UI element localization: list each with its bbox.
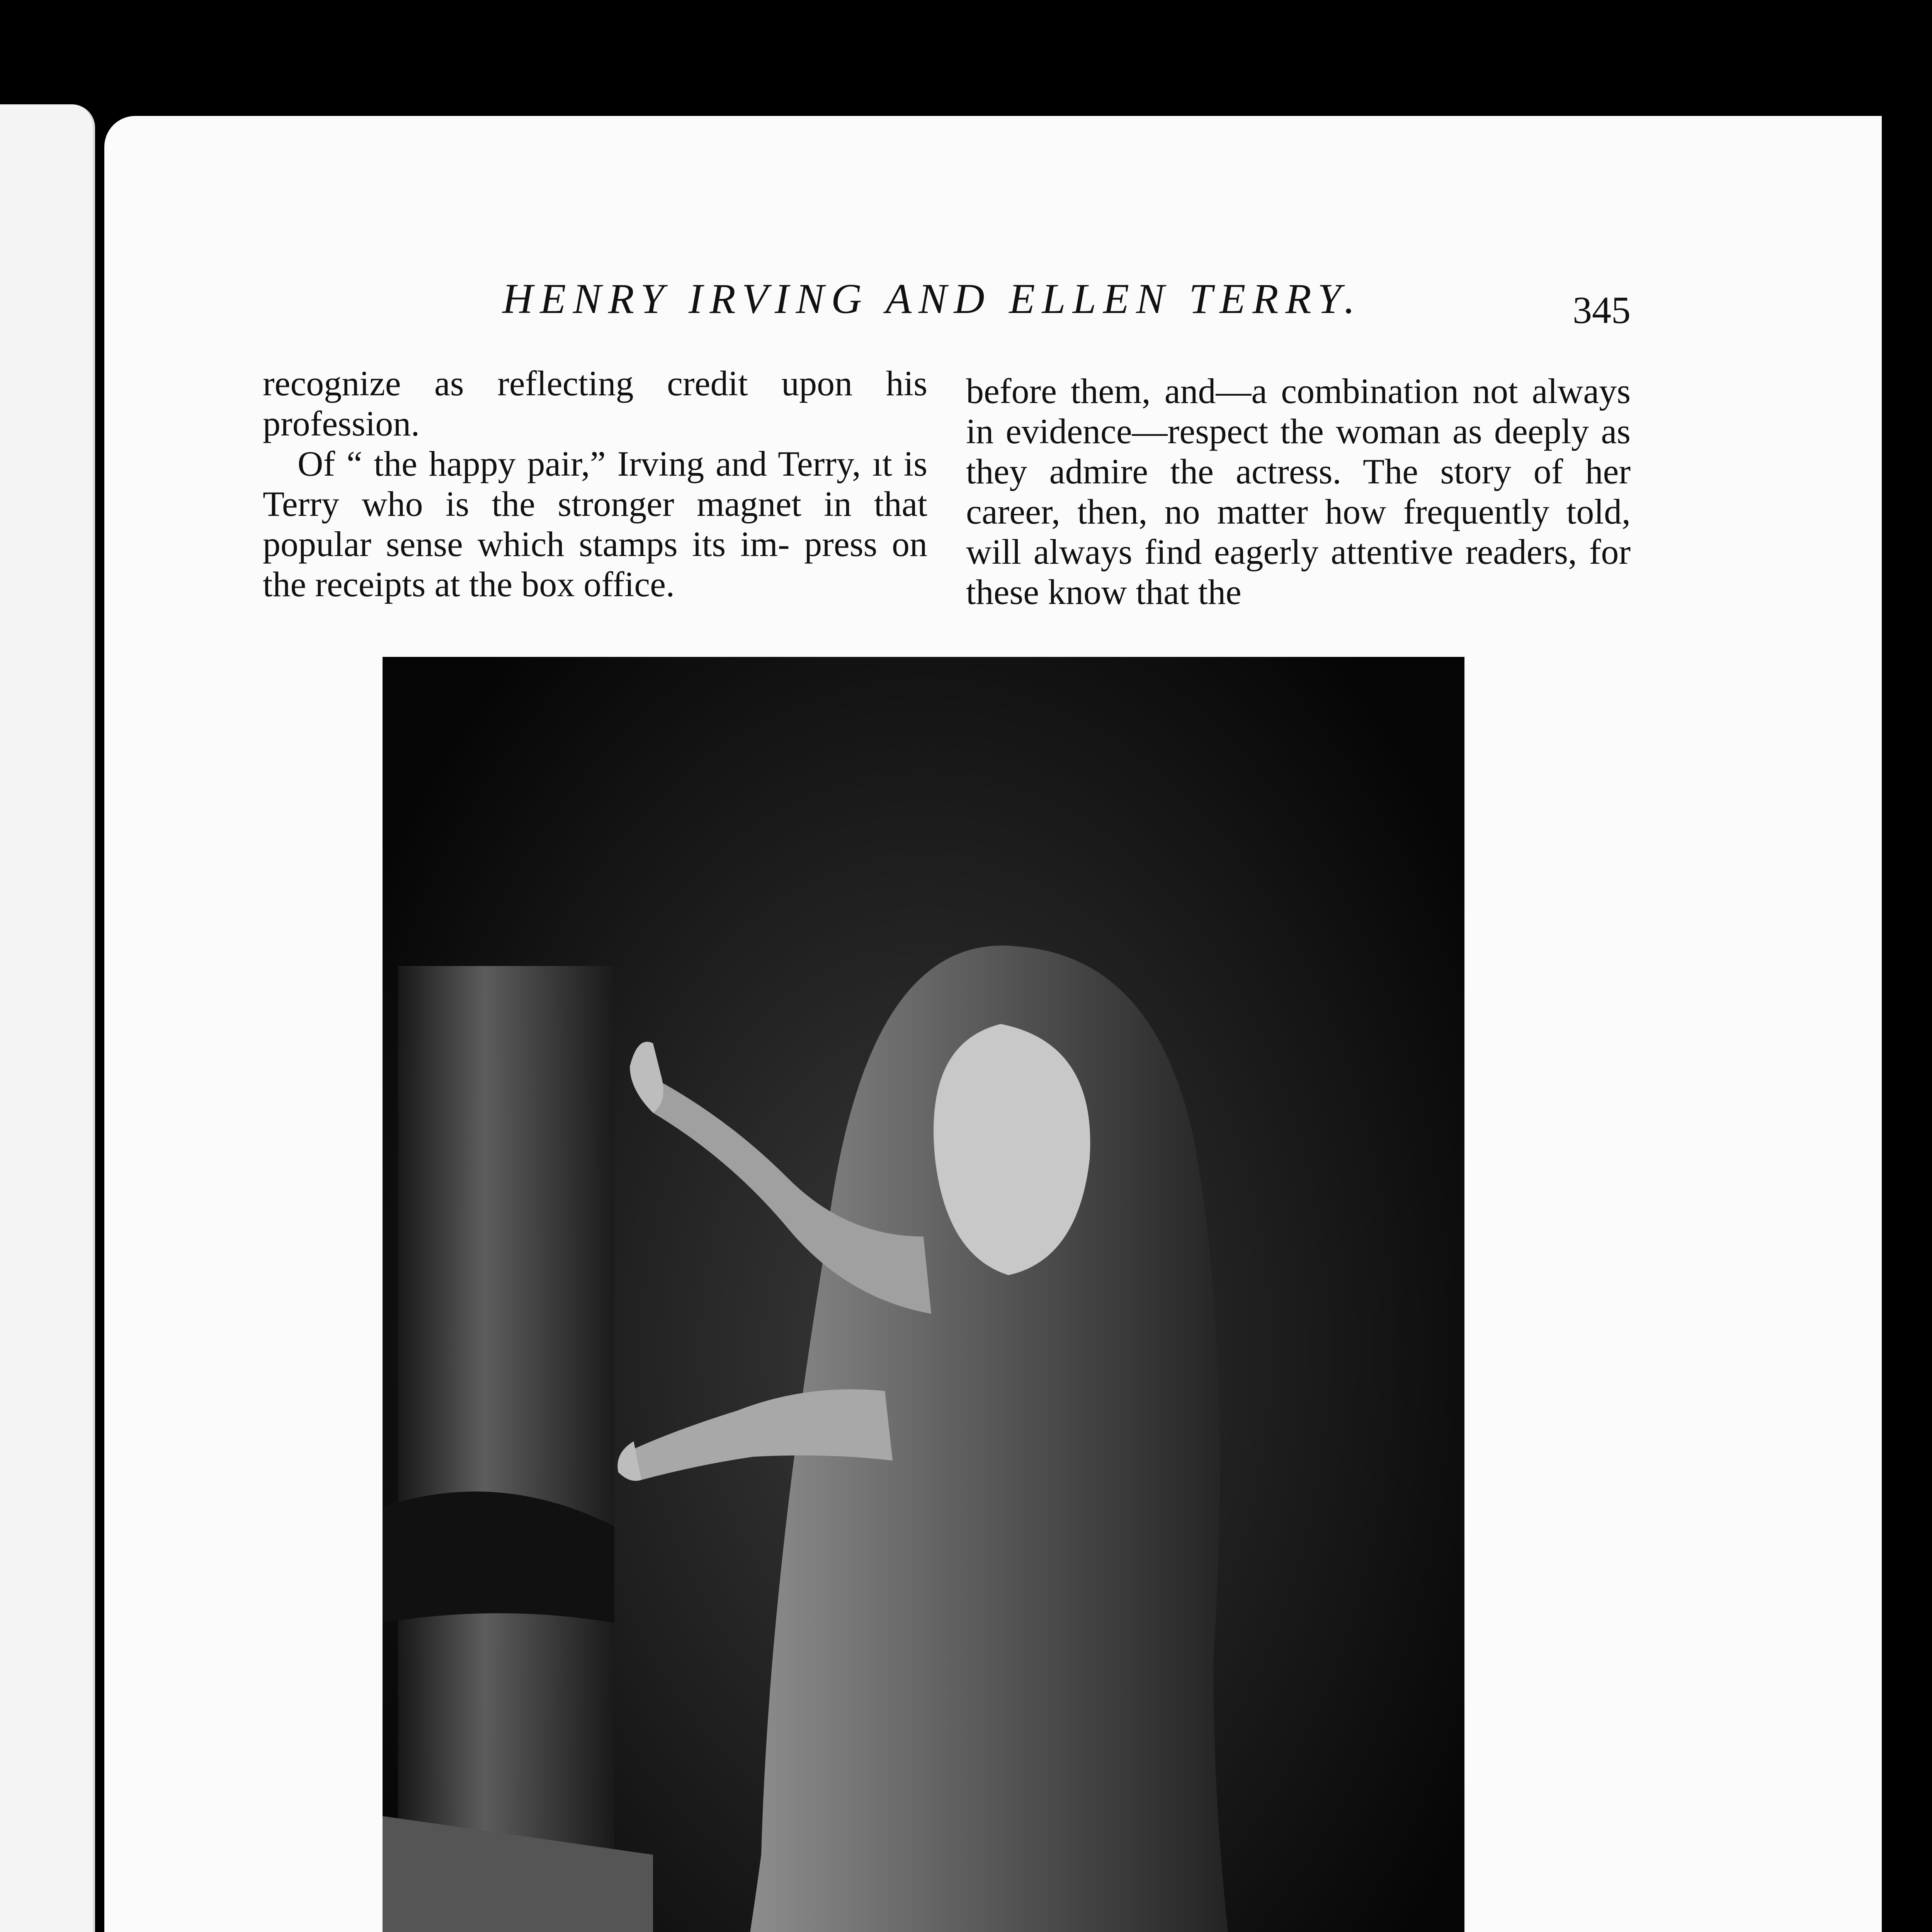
paragraph: recognize as reflecting credit upon his profession. xyxy=(263,364,927,443)
text-column-top-right xyxy=(966,371,1631,612)
left-page-edge xyxy=(0,104,95,1932)
ellen-terry-photograph xyxy=(383,657,1464,1932)
running-title: HENRY IRVING AND ELLEN TERRY. xyxy=(502,275,1362,322)
paragraph: before them, and—a combination not always in evidence—respect the woman as deeply as they admire the actress. The story of her career, then, no matter how frequently told, will always find eagerly attentive readers, for these know that the xyxy=(966,371,1631,612)
text-column-top-left xyxy=(263,363,927,604)
page-number: 345 xyxy=(1573,289,1631,332)
paragraph: Of “ the happy pair,” Irving and Terry, ıt is Terry who is the stronger magnet in that popular sense which stamps its im- press on the receipts at the box office. xyxy=(263,444,927,604)
